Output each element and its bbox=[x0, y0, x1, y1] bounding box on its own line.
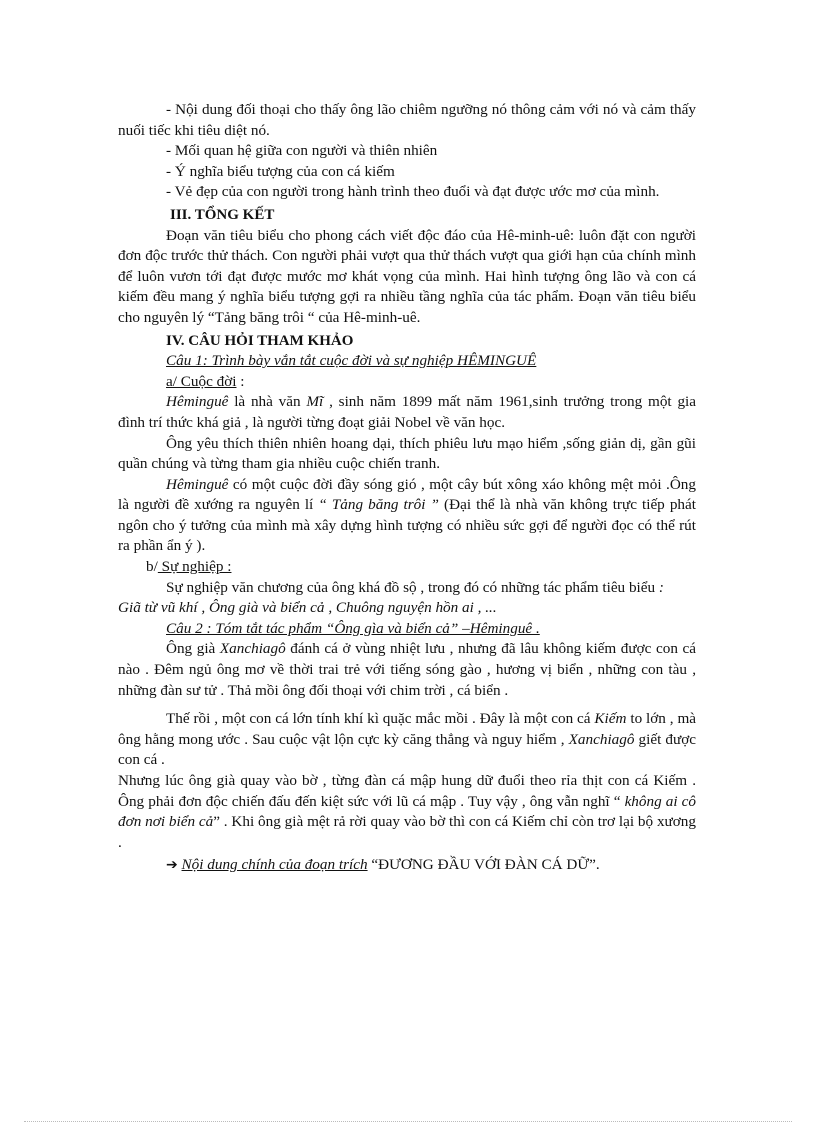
summary-text: Nhưng lúc ông già quay vào bờ , từng đàn cá mập hung dữ đuổi theo rỉa thịt con cá Kiếm . Ông phải đơn độc chiến đấu đến kiệt sức với lũ cá mập . Tuy vậy , ông vẫn nghĩ “ bbox=[118, 772, 696, 810]
heading-tong-ket: III. TỔNG KẾT bbox=[170, 206, 275, 223]
career-text: Sự nghiệp văn chương của ông khá đồ sộ , trong đó có những tác phẩm tiêu biểu bbox=[166, 578, 656, 596]
author-name: Hêminguê bbox=[166, 475, 229, 493]
career-label: Sự nghiệp : bbox=[157, 558, 232, 576]
conclusion-title: “ĐƯƠNG ĐẦU VỚI ĐÀN CÁ DỮ”. bbox=[367, 856, 600, 874]
subheading-career bbox=[118, 557, 696, 578]
life-colon: : bbox=[236, 372, 245, 390]
country: Mĩ bbox=[306, 393, 324, 411]
life-text: là nhà văn bbox=[228, 393, 307, 411]
life-text: có một cuộc đời đầy sóng gió , một cây bút xông xáo không mệt mỏi .Ông là người đề xướng ra nguyên lí bbox=[118, 475, 696, 514]
summary-paragraph: Đoạn văn tiêu biểu cho phong cách viết độc đáo của Hê-minh-uê: luôn đặt con người đơn độc trước thử thách. Con người phải vượt qua thử thách vượt qua giới hạn của chính mình để luôn vươn tới đạt được mước mơ khát vọng của mình. Hai hình tượng ông lão và con cá kiếm đều mang ý nghĩa biểu tượng gợi ra nhiều tầng nghĩa của tác phẩm. Đoạn văn tiêu biểu cho nguyên lý “Tảng băng trôi “ của Hê-minh-uê. bbox=[118, 226, 696, 326]
fish-name: Kiếm bbox=[594, 710, 627, 728]
inner-quote: không ai cô đơn nơi biển cả bbox=[118, 792, 696, 831]
summary-part-1 bbox=[118, 639, 696, 701]
bullet-relationship: - Mối quan hệ giữa con người và thiên nhiên bbox=[166, 142, 438, 160]
page-bottom-rule bbox=[24, 1121, 792, 1122]
career-paragraph bbox=[118, 578, 696, 599]
works-list: Giã từ vũ khí , Ông già và biển cả , Chuông nguyện hồn ai , ... bbox=[118, 599, 497, 617]
bullet-dialogue: - Nội dung đối thoại cho thấy ông lão chiêm ngưỡng nó thông cảm với nó và cảm thấy nuối tiếc khi tiêu diệt nó. bbox=[118, 101, 696, 139]
life-paragraph-3 bbox=[118, 475, 696, 557]
life-paragraph-2: Ông yêu thích thiên nhiên hoang dại, thích phiêu lưu mạo hiểm ,sống giản dị, gần gũi quần chúng và từng tham gia nhiều cuộc chiến tranh. bbox=[118, 434, 696, 473]
life-text: (Đại thể là nhà văn không trực tiếp phát ngôn cho ý tưởng của mình mà xây dựng hình tượng có nhiều sức gợi để người đọc có thể rút ra phần ẩn ý ). bbox=[118, 496, 696, 555]
character-name: Xanchiagô bbox=[568, 730, 635, 748]
conclusion-line bbox=[118, 855, 696, 876]
summary-text: ” . Khi ông già mệt rả rời quay vào bờ thì con cá Kiếm chỉ còn trơ lại bộ xương . bbox=[118, 813, 696, 851]
conclusion-label: Nội dung chính của đoạn trích bbox=[181, 856, 368, 874]
life-paragraph-1 bbox=[118, 392, 696, 433]
summary-text: đánh cá ở vùng nhiệt lưu , nhưng đã lâu không kiếm được con cá nào . Đêm ngủ ông mơ về thời trai trẻ với tiếng sóng gào , hương vị biển , những con tàu , những đàn sư tử . Thả mồi ông đối thoại với chim trời , cá biển . bbox=[118, 640, 696, 699]
summary-text: Thế rồi , một con cá lớn tính khí kì quặc mắc mồi . Đây là một con cá bbox=[166, 710, 595, 728]
question-1: Câu 1: Trình bày vắn tắt cuộc đời và sự nghiệp HÊMINGUÊ bbox=[166, 352, 537, 370]
question-2: Câu 2 : Tóm tắt tác phẩm “Ông gìa và biển cả” –Hêminguê . bbox=[166, 619, 540, 637]
heading-cau-hoi: IV. CÂU HỎI THAM KHẢO bbox=[166, 332, 354, 349]
career-prefix: b/ bbox=[146, 558, 158, 576]
document-page bbox=[118, 100, 696, 876]
bullet-beauty: - Vẻ đẹp của con người trong hành trình theo đuổi và đạt được ước mơ của mình. bbox=[166, 183, 660, 201]
author-name: Hêminguê bbox=[166, 393, 229, 411]
summary-text: giết được con cá . bbox=[118, 730, 696, 769]
career-colon: : bbox=[655, 578, 664, 596]
character-name: Xanchiagô bbox=[219, 640, 286, 658]
bullet-symbol: - Ý nghĩa biểu tượng của con cá kiếm bbox=[166, 162, 395, 180]
life-text: , sinh năm 1899 mất năm 1961,sinh trưởng trong một gia đình trí thức khá giả , là người từng đoạt giải Nobel về văn học. bbox=[118, 393, 696, 431]
summary-text: Ông già bbox=[166, 640, 220, 658]
principle-quote: “ Tảng băng trôi ” bbox=[318, 496, 439, 514]
summary-part-3 bbox=[118, 771, 696, 853]
life-label: a/ Cuộc đời bbox=[166, 372, 237, 390]
summary-text: to lớn , mà ông hằng mong ước . Sau cuộc vật lộn cực kỳ căng thẳng và nguy hiểm , bbox=[118, 710, 696, 748]
subheading-life bbox=[118, 372, 696, 393]
arrow-right-icon: ➔ bbox=[166, 857, 178, 874]
summary-part-2 bbox=[118, 709, 696, 771]
